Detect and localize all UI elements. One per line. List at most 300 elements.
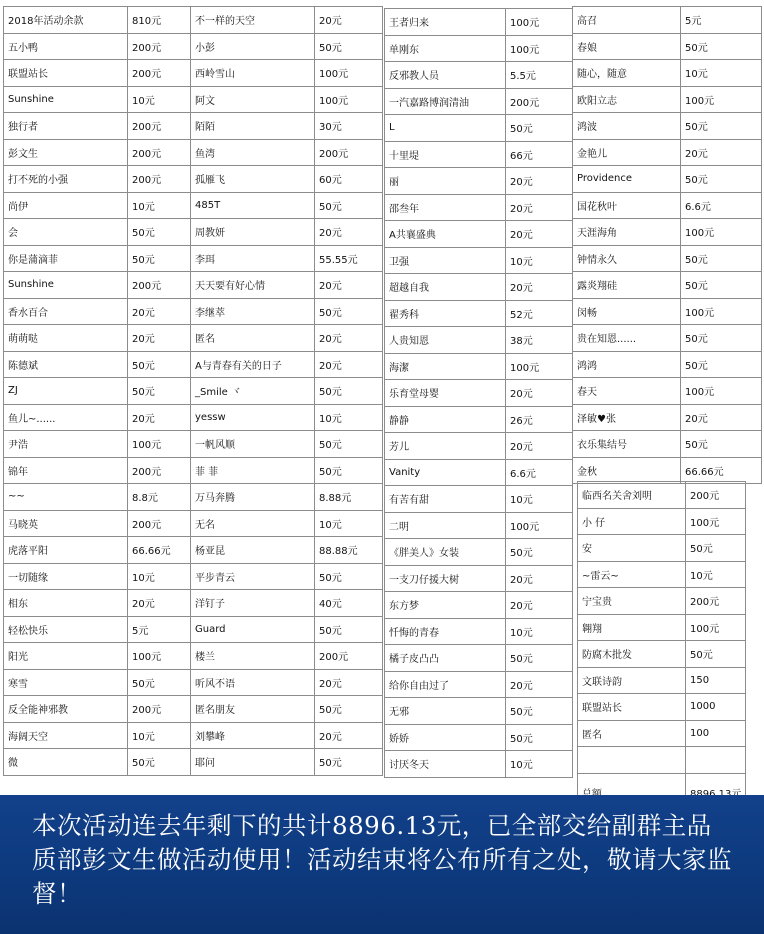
donation-amount: 50元 xyxy=(128,378,191,405)
donation-amount: 20元 xyxy=(315,325,383,352)
donation-amount: 20元 xyxy=(128,298,191,325)
donor-name: 五小鸭 xyxy=(4,33,128,60)
donation-amount: 6.6元 xyxy=(681,192,762,219)
donor-row xyxy=(191,245,383,272)
donation-amount: 20元 xyxy=(506,565,573,592)
donor-row xyxy=(385,512,573,539)
donor-row xyxy=(191,696,383,723)
donor-row xyxy=(385,35,573,62)
donor-name: 一支刀仔援大树 xyxy=(385,565,506,592)
donation-amount: 20元 xyxy=(128,404,191,431)
donation-amount: 30元 xyxy=(315,113,383,140)
donor-row xyxy=(385,141,573,168)
donation-amount: 50元 xyxy=(315,33,383,60)
donor-name: 刘攀峰 xyxy=(191,722,315,749)
donor-name: 联盟站长 xyxy=(578,694,686,721)
donation-amount: 200元 xyxy=(506,88,573,115)
donor-name: 超越自我 xyxy=(385,274,506,301)
donor-name: 陈德斌 xyxy=(4,351,128,378)
donation-amount: 200元 xyxy=(128,457,191,484)
donor-row xyxy=(573,431,762,458)
donation-amount: 50元 xyxy=(315,298,383,325)
donor-row xyxy=(578,508,746,535)
donor-row xyxy=(385,115,573,142)
donor-row xyxy=(191,643,383,670)
donation-amount: 26元 xyxy=(506,406,573,433)
donation-amount: 50元 xyxy=(681,325,762,352)
donor-row xyxy=(385,459,573,486)
donor-name: 周教妍 xyxy=(191,219,315,246)
donation-amount: 8.8元 xyxy=(128,484,191,511)
donor-row xyxy=(4,669,191,696)
donor-name: 卫强 xyxy=(385,247,506,274)
donor-row xyxy=(4,272,191,299)
donation-amount: 50元 xyxy=(686,641,746,668)
donation-amount: 200元 xyxy=(315,643,383,670)
donation-amount: 50元 xyxy=(315,431,383,458)
donation-amount: 50元 xyxy=(128,351,191,378)
donor-name: 联盟站长 xyxy=(4,60,128,87)
donor-name: 海阔天空 xyxy=(4,722,128,749)
donation-amount: 10元 xyxy=(681,60,762,87)
donation-amount: 10元 xyxy=(506,486,573,513)
donation-amount: 50元 xyxy=(315,192,383,219)
donor-name: 平步青云 xyxy=(191,563,315,590)
donor-name: 寒雪 xyxy=(4,669,128,696)
donor-name: 485T xyxy=(191,192,315,219)
donor-row xyxy=(4,139,191,166)
donor-row xyxy=(573,298,762,325)
donor-name: 鸿鸿 xyxy=(573,351,681,378)
donation-amount: 20元 xyxy=(506,380,573,407)
donor-row xyxy=(191,563,383,590)
donation-amount: 8.88元 xyxy=(315,484,383,511)
donor-name: 匿名 xyxy=(191,325,315,352)
donor-name: 鱼儿~...... xyxy=(4,404,128,431)
donor-name: 西岭雪山 xyxy=(191,60,315,87)
donor-row xyxy=(191,113,383,140)
donation-amount: 20元 xyxy=(506,194,573,221)
donation-amount: 10元 xyxy=(686,561,746,588)
donor-row xyxy=(4,351,191,378)
donor-row xyxy=(4,245,191,272)
donor-name: 讨厌冬天 xyxy=(385,751,506,778)
donation-amount: 10元 xyxy=(128,563,191,590)
donor-name: 丽 xyxy=(385,168,506,195)
donation-amount: 50元 xyxy=(681,245,762,272)
donor-name: yessw xyxy=(191,404,315,431)
donor-name: 一切随缘 xyxy=(4,563,128,590)
donor-name: 香水百合 xyxy=(4,298,128,325)
donation-amount: 5元 xyxy=(128,616,191,643)
donor-row xyxy=(385,300,573,327)
donor-row xyxy=(385,592,573,619)
donor-name: 衣乐集结号 xyxy=(573,431,681,458)
donation-amount: 5.5元 xyxy=(506,62,573,89)
donor-name: 锦年 xyxy=(4,457,128,484)
donor-row xyxy=(191,166,383,193)
donor-row xyxy=(191,351,383,378)
donor-row xyxy=(191,457,383,484)
summary-banner xyxy=(0,795,764,934)
donor-row xyxy=(573,139,762,166)
donor-row xyxy=(4,431,191,458)
donation-amount: 40元 xyxy=(315,590,383,617)
donor-row xyxy=(385,751,573,778)
donor-row xyxy=(385,724,573,751)
donation-amount: 66元 xyxy=(506,141,573,168)
donation-amount: 10元 xyxy=(128,86,191,113)
donor-row xyxy=(573,192,762,219)
donor-row xyxy=(578,535,746,562)
donation-amount: 50元 xyxy=(128,219,191,246)
donation-amount: 200元 xyxy=(128,272,191,299)
summary-text: 本次活动连去年剩下的共计8896.13元，已全部交给副群主品质部彭文生做活动使用！活动结束将公布所有之处，敬请大家监督！ xyxy=(32,811,732,908)
donor-row xyxy=(385,274,573,301)
donation-amount: 20元 xyxy=(128,325,191,352)
donor-row xyxy=(385,353,573,380)
donor-name: 小 仔 xyxy=(578,508,686,535)
donation-amount: 60元 xyxy=(315,166,383,193)
donor-row xyxy=(578,614,746,641)
donation-amount: 50元 xyxy=(681,113,762,140)
donation-amount: 10元 xyxy=(506,247,573,274)
donor-name: 万马奔腾 xyxy=(191,484,315,511)
donor-row xyxy=(385,433,573,460)
donor-row xyxy=(385,62,573,89)
donor-name: 贵在知恩...... xyxy=(573,325,681,352)
donor-name: 菲 菲 xyxy=(191,457,315,484)
donation-amount: 20元 xyxy=(315,219,383,246)
donation-amount: 20元 xyxy=(681,404,762,431)
donor-name: 翟秀科 xyxy=(385,300,506,327)
donor-name: 虎落平阳 xyxy=(4,537,128,564)
donor-name: 一帆风顺 xyxy=(191,431,315,458)
donor-row xyxy=(4,166,191,193)
donation-amount: 100元 xyxy=(681,378,762,405)
donor-name: 文联诗韵 xyxy=(578,667,686,694)
donation-amount: 20元 xyxy=(128,590,191,617)
donor-name: 春娘 xyxy=(573,33,681,60)
donor-name: 孤雁飞 xyxy=(191,166,315,193)
donation-amount: 52元 xyxy=(506,300,573,327)
donor-name: 阿文 xyxy=(191,86,315,113)
donation-amount: 100元 xyxy=(681,298,762,325)
donor-row xyxy=(385,486,573,513)
donor-name: L xyxy=(385,115,506,142)
donor-name: 有苦有甜 xyxy=(385,486,506,513)
donor-row xyxy=(578,482,746,509)
donor-row xyxy=(385,698,573,725)
donor-name: 春天 xyxy=(573,378,681,405)
donor-name: 2018年活动余款 xyxy=(4,7,128,34)
donor-name: 微 xyxy=(4,749,128,776)
donor-row xyxy=(573,272,762,299)
donor-row xyxy=(4,616,191,643)
donor-row xyxy=(191,139,383,166)
donation-amount: 10元 xyxy=(315,404,383,431)
donor-table-3 xyxy=(384,8,573,778)
donor-row xyxy=(4,457,191,484)
donor-name: 无邪 xyxy=(385,698,506,725)
donation-amount: 6.6元 xyxy=(506,459,573,486)
donation-amount: 200元 xyxy=(686,482,746,509)
donor-name: 陌陌 xyxy=(191,113,315,140)
donor-row xyxy=(385,88,573,115)
donor-name: 杨亚昆 xyxy=(191,537,315,564)
donor-row xyxy=(385,539,573,566)
donor-name: 给你自由过了 xyxy=(385,671,506,698)
donor-row xyxy=(191,378,383,405)
donor-name: 无名 xyxy=(191,510,315,537)
donor-name: A与青春有关的日子 xyxy=(191,351,315,378)
donor-name: 马晓英 xyxy=(4,510,128,537)
donor-name: 金艳儿 xyxy=(573,139,681,166)
donor-row xyxy=(385,618,573,645)
donor-row xyxy=(385,406,573,433)
donor-name: 尹浩 xyxy=(4,431,128,458)
donor-name: 安 xyxy=(578,535,686,562)
donation-amount: 50元 xyxy=(128,749,191,776)
donor-row xyxy=(191,510,383,537)
donor-name: 轻松快乐 xyxy=(4,616,128,643)
donor-name: 人贵知恩 xyxy=(385,327,506,354)
donor-row xyxy=(191,431,383,458)
donor-name: 李继萃 xyxy=(191,298,315,325)
donor-row xyxy=(191,192,383,219)
donor-name: 乐育堂母婴 xyxy=(385,380,506,407)
donor-name: A共襄盛典 xyxy=(385,221,506,248)
donor-name: 会 xyxy=(4,219,128,246)
donor-name: 单刚东 xyxy=(385,35,506,62)
donor-name: 邵叁年 xyxy=(385,194,506,221)
donor-name: 宁宝贵 xyxy=(578,588,686,615)
donor-name: ~~ xyxy=(4,484,128,511)
donor-row xyxy=(573,60,762,87)
donation-amount: 5元 xyxy=(681,7,762,34)
donor-row xyxy=(4,510,191,537)
donor-row xyxy=(573,325,762,352)
donor-name: 你是蒲滴菲 xyxy=(4,245,128,272)
donation-amount: 200元 xyxy=(315,139,383,166)
donor-table-1 xyxy=(3,6,191,776)
donation-amount: 100元 xyxy=(128,431,191,458)
donation-amount: 50元 xyxy=(681,166,762,193)
donor-name: 露炎翔硅 xyxy=(573,272,681,299)
donation-amount: 20元 xyxy=(506,592,573,619)
donor-name: 尚伊 xyxy=(4,192,128,219)
donor-name: ZJ xyxy=(4,378,128,405)
donation-amount: 100元 xyxy=(506,35,573,62)
donation-amount: 200元 xyxy=(128,139,191,166)
donation-amount: 50元 xyxy=(506,698,573,725)
donor-name: 娇娇 xyxy=(385,724,506,751)
donation-amount: 100元 xyxy=(681,219,762,246)
donor-name xyxy=(578,747,686,774)
donor-row xyxy=(4,696,191,723)
donation-amount: 50元 xyxy=(506,645,573,672)
donation-amount: 38元 xyxy=(506,327,573,354)
donor-row xyxy=(4,722,191,749)
donor-row xyxy=(4,325,191,352)
donation-amount: 10元 xyxy=(128,192,191,219)
donation-amount: 20元 xyxy=(315,669,383,696)
donor-row xyxy=(4,749,191,776)
donor-name: 匿名 xyxy=(578,720,686,747)
donation-amount: 20元 xyxy=(315,7,383,34)
donor-row xyxy=(573,113,762,140)
donation-amount: 100元 xyxy=(128,643,191,670)
donor-row xyxy=(191,86,383,113)
donation-amount: 66.66元 xyxy=(128,537,191,564)
donor-name: ~雷云~ xyxy=(578,561,686,588)
donation-amount: 20元 xyxy=(506,433,573,460)
donor-name: 泽敏♥张 xyxy=(573,404,681,431)
donor-row xyxy=(578,720,746,747)
donation-amount: 50元 xyxy=(315,457,383,484)
donation-amount: 20元 xyxy=(315,351,383,378)
donor-table-4 xyxy=(572,6,762,484)
donation-amount: 20元 xyxy=(506,221,573,248)
donation-amount xyxy=(686,747,746,774)
donor-row xyxy=(4,537,191,564)
donation-amount: 50元 xyxy=(315,563,383,590)
donation-amount: 200元 xyxy=(128,33,191,60)
donation-amount: 50元 xyxy=(128,669,191,696)
donation-amount: 200元 xyxy=(128,510,191,537)
donor-name: 随心，随意 xyxy=(573,60,681,87)
donor-name: 国花秋叶 xyxy=(573,192,681,219)
donor-row xyxy=(4,563,191,590)
donor-row xyxy=(4,192,191,219)
donor-row xyxy=(191,484,383,511)
donor-row xyxy=(385,327,573,354)
donor-name: 忏悔的青春 xyxy=(385,618,506,645)
donor-row xyxy=(191,404,383,431)
donor-row xyxy=(4,60,191,87)
donor-row xyxy=(385,9,573,36)
donor-name: 芳儿 xyxy=(385,433,506,460)
donation-amount: 50元 xyxy=(681,33,762,60)
donation-amount: 20元 xyxy=(506,274,573,301)
donor-name: 李珥 xyxy=(191,245,315,272)
donation-amount: 50元 xyxy=(506,539,573,566)
donation-amount: 50元 xyxy=(315,749,383,776)
donor-name: 反全能神邪教 xyxy=(4,696,128,723)
donor-row xyxy=(4,378,191,405)
donation-amount: 20元 xyxy=(681,139,762,166)
donor-row xyxy=(573,378,762,405)
donor-row xyxy=(191,60,383,87)
donor-row xyxy=(573,351,762,378)
donor-row xyxy=(4,113,191,140)
donor-row xyxy=(191,590,383,617)
donation-amount: 50元 xyxy=(681,431,762,458)
donor-row xyxy=(385,380,573,407)
donor-name: 反邪教人员 xyxy=(385,62,506,89)
donation-amount: 10元 xyxy=(128,722,191,749)
donation-amount: 10元 xyxy=(315,510,383,537)
donor-row xyxy=(191,669,383,696)
donor-name: 防腐木批发 xyxy=(578,641,686,668)
donor-row xyxy=(573,33,762,60)
donor-row xyxy=(578,747,746,774)
donor-table-5 xyxy=(577,481,746,813)
donor-name: 耶问 xyxy=(191,749,315,776)
donor-name: 彭文生 xyxy=(4,139,128,166)
donor-name: Sunshine xyxy=(4,272,128,299)
donor-row xyxy=(191,33,383,60)
donor-name: 楼兰 xyxy=(191,643,315,670)
donation-amount: 200元 xyxy=(128,60,191,87)
donor-name: 一汽嘉路博润清油 xyxy=(385,88,506,115)
donor-name: Guard xyxy=(191,616,315,643)
donor-row xyxy=(573,457,762,484)
donation-amount: 50元 xyxy=(128,245,191,272)
donor-name: 二明 xyxy=(385,512,506,539)
donor-row xyxy=(578,588,746,615)
donor-name: 翱翔 xyxy=(578,614,686,641)
donor-name: 匿名朋友 xyxy=(191,696,315,723)
donor-row xyxy=(573,7,762,34)
donor-name: 天涯海角 xyxy=(573,219,681,246)
donor-name: 静静 xyxy=(385,406,506,433)
donation-amount: 1000 xyxy=(686,694,746,721)
donor-row xyxy=(4,7,191,34)
donation-amount: 50元 xyxy=(315,696,383,723)
donor-row xyxy=(191,219,383,246)
donor-name: 钟情永久 xyxy=(573,245,681,272)
donor-name: 鸿波 xyxy=(573,113,681,140)
donor-row xyxy=(4,590,191,617)
donation-amount: 200元 xyxy=(128,166,191,193)
donation-amount: 100元 xyxy=(686,614,746,641)
donation-amount: 88.88元 xyxy=(315,537,383,564)
donation-amount: 100元 xyxy=(506,512,573,539)
donor-row xyxy=(385,565,573,592)
donation-amount: 50元 xyxy=(315,378,383,405)
donor-name: 听风不语 xyxy=(191,669,315,696)
donor-row xyxy=(4,484,191,511)
donor-name: Providence xyxy=(573,166,681,193)
donor-name: Sunshine xyxy=(4,86,128,113)
donation-amount: 10元 xyxy=(506,618,573,645)
donor-row xyxy=(191,749,383,776)
donor-name: 天天要有好心情 xyxy=(191,272,315,299)
donation-amount: 50元 xyxy=(681,351,762,378)
donor-name: 鱼湾 xyxy=(191,139,315,166)
donor-name: 闵畅 xyxy=(573,298,681,325)
donor-row xyxy=(385,671,573,698)
donor-row xyxy=(578,694,746,721)
donor-row xyxy=(4,298,191,325)
donor-name: 萌萌哒 xyxy=(4,325,128,352)
donor-name: 洋钉子 xyxy=(191,590,315,617)
donor-row xyxy=(4,33,191,60)
donor-name: 东方梦 xyxy=(385,592,506,619)
donor-row xyxy=(573,219,762,246)
donor-name: 相东 xyxy=(4,590,128,617)
donor-name: 金秋 xyxy=(573,457,681,484)
donor-row xyxy=(573,404,762,431)
donor-name: 欧阳立志 xyxy=(573,86,681,113)
donation-amount: 200元 xyxy=(128,113,191,140)
donor-row xyxy=(4,404,191,431)
donor-row xyxy=(4,643,191,670)
donor-name: 不一样的天空 xyxy=(191,7,315,34)
donor-row xyxy=(191,272,383,299)
donor-row xyxy=(4,219,191,246)
